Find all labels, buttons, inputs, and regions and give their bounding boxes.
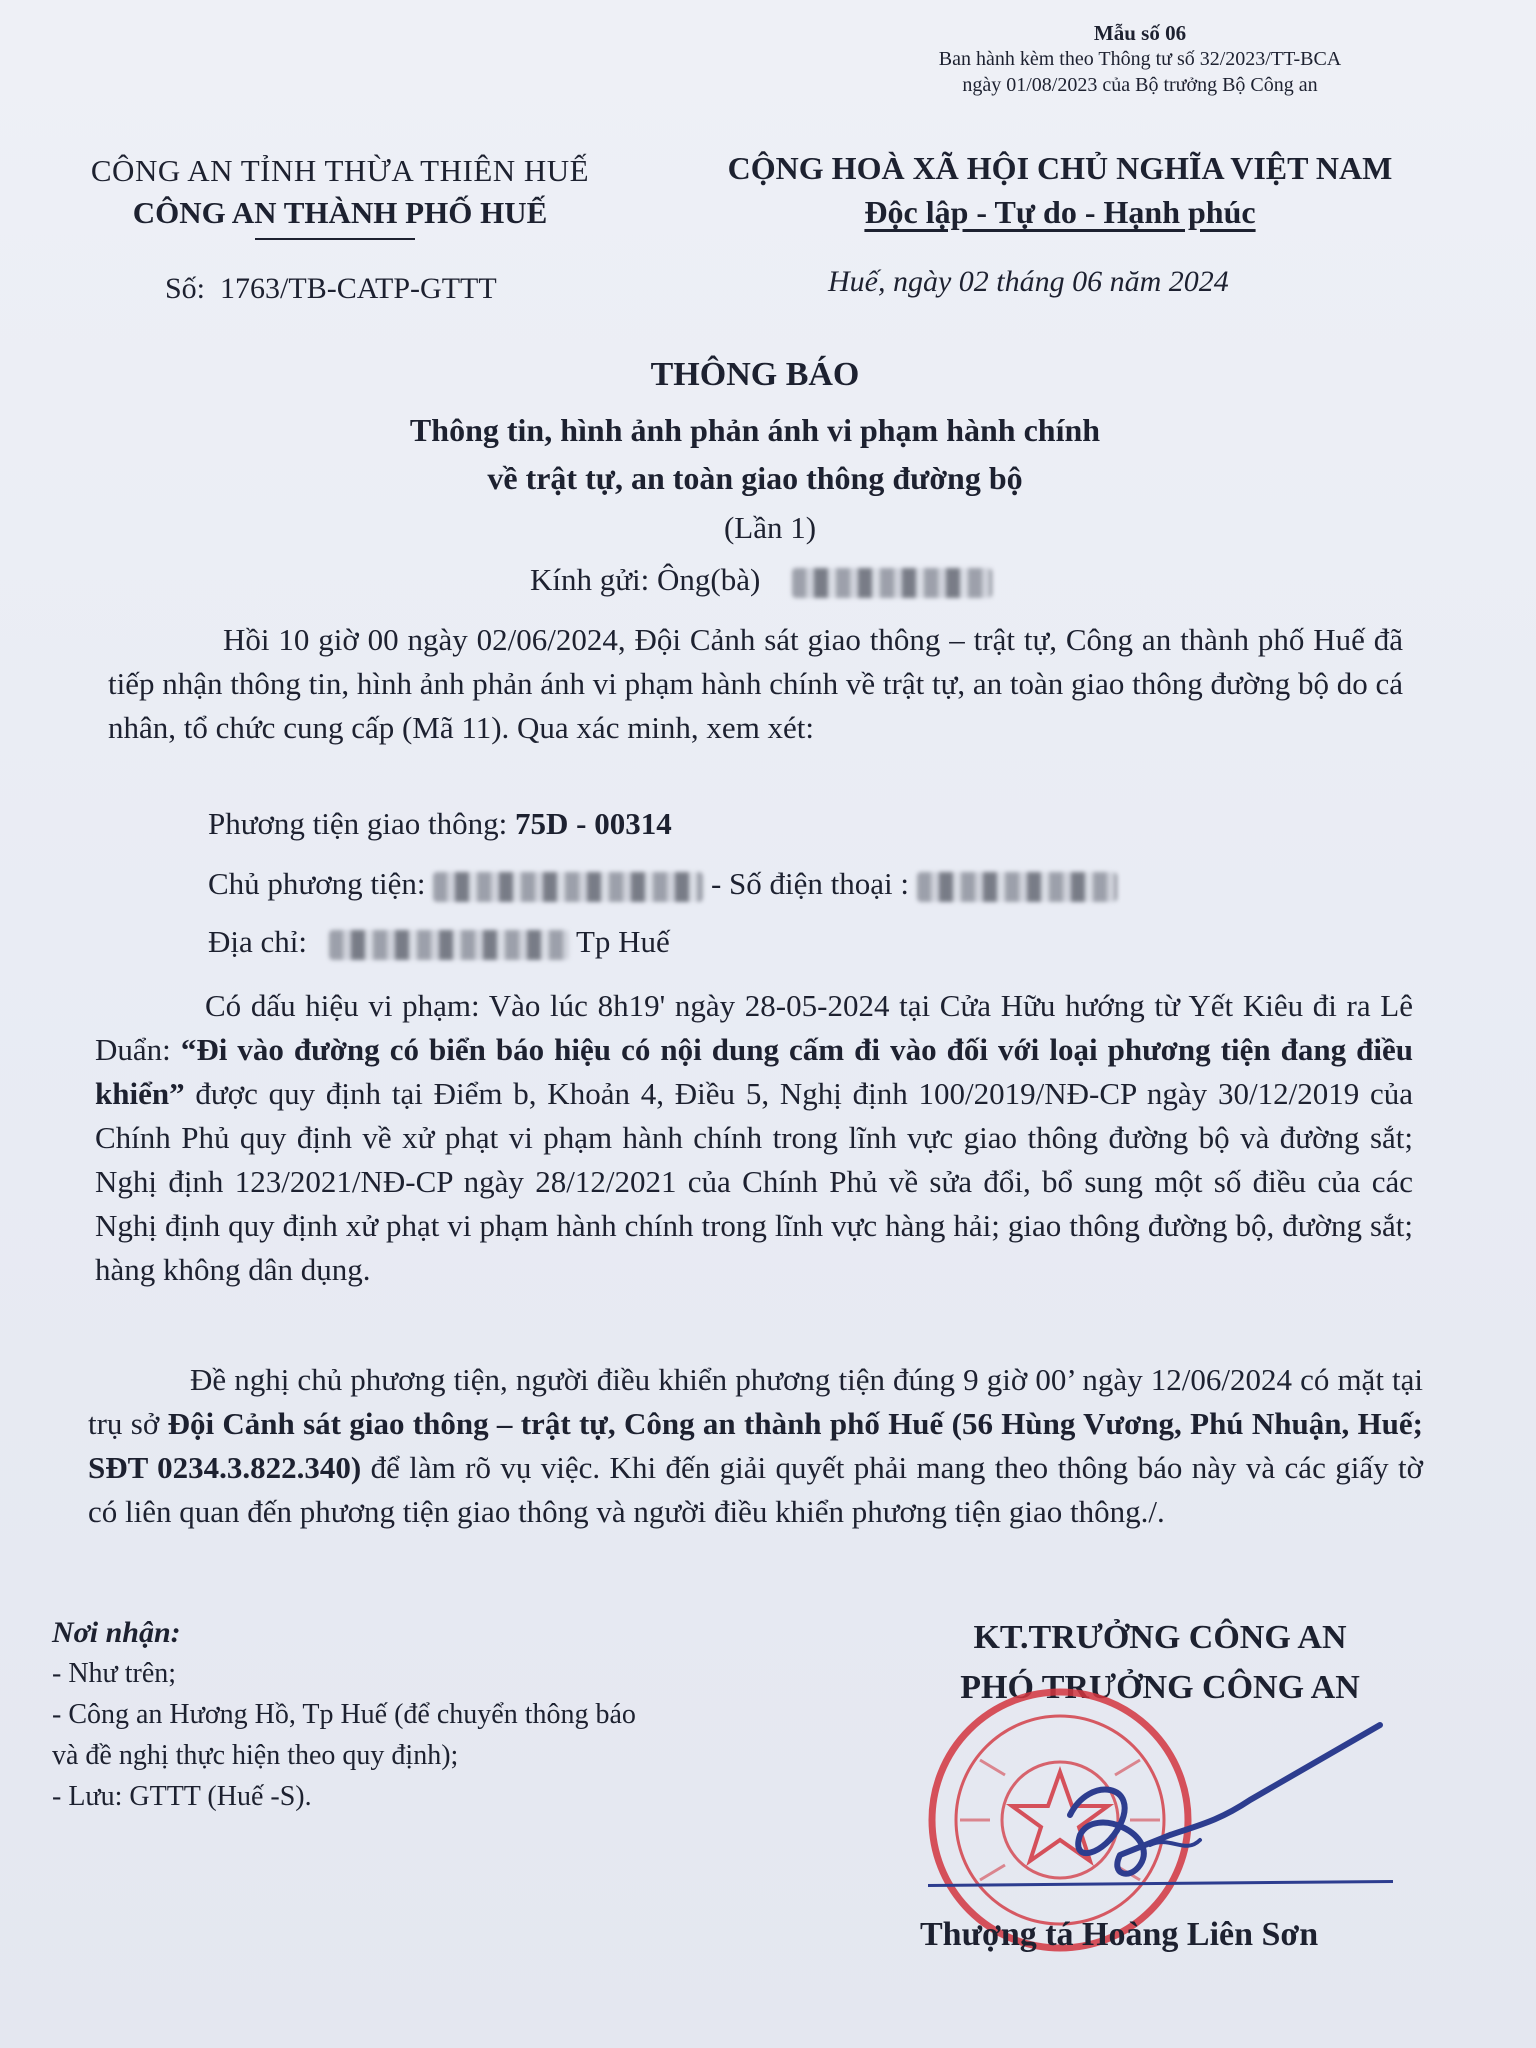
request-text: [88, 1358, 1423, 1534]
violation-paragraph: [95, 984, 1413, 1292]
form-circular: Ban hành kèm theo Thông tư số 32/2023/TT-BCA: [938, 48, 1342, 70]
vehicle-plate: 75D - 00314: [515, 806, 672, 841]
request-rest: để làm rõ vụ việc. Khi đến giải quyết phải mang theo thông báo này và các giấy tờ có liên quan đến phương tiện giao thông và người điều khiển phương tiện giao thông./.: [88, 1450, 1423, 1529]
redacted-address: [329, 930, 569, 960]
recipients-heading: Nơi nhận:: [52, 1616, 181, 1649]
intro-text: Hồi 10 giờ 00 ngày 02/06/2024, Đội Cảnh sát giao thông – trật tự, Công an thành phố Huế đã tiếp nhận thông tin, hình ảnh phản ánh vi phạm hành chính về trật tự, an toàn giao thông đường bộ do cá nhân, tổ chức cung cấp (Mã 11). Qua xác minh, xem xét:: [108, 622, 1403, 745]
form-reference: [880, 20, 1400, 98]
address-city: Tp Huế: [575, 924, 670, 959]
request-lead: Đề nghị chủ phương tiện, người điều khiển phương tiện đúng 9 giờ 00’ ngày 12/06/2024 có mặt tại trụ sở: [88, 1362, 1423, 1441]
vehicle-label: Phương tiện giao thông:: [208, 806, 508, 841]
recipients-block: [52, 1612, 636, 1817]
country-name: CỘNG HOÀ XÃ HỘI CHỦ NGHĨA VIỆT NAM: [727, 150, 1393, 186]
addressee: [530, 562, 992, 598]
addressee-label: Kính gửi: Ông(bà): [530, 562, 761, 597]
national-motto: Độc lập - Tự do - Hạnh phúc: [864, 194, 1256, 230]
document-subtitle: [0, 406, 1510, 502]
vehicle-row: [208, 806, 672, 842]
owner-row: [208, 866, 1117, 902]
document-number: [165, 272, 497, 306]
address-label: Địa chỉ:: [208, 924, 307, 959]
owner-label: Chủ phương tiện:: [208, 866, 426, 901]
issuing-agency: [60, 150, 620, 234]
form-circular-date: ngày 01/08/2023 của Bộ trưởng Bộ Công an: [962, 74, 1318, 96]
document-title: THÔNG BÁO: [650, 356, 860, 393]
signer-name: Thượng tá Hoàng Liên Sơn: [920, 1916, 1319, 1953]
redacted-phone: [917, 872, 1117, 902]
violation-text: [95, 984, 1413, 1292]
phone-label: - Số điện thoại :: [710, 866, 910, 901]
recipient-item: - Lưu: GTTT (Huế -S).: [52, 1781, 312, 1812]
request-office: Đội Cảnh sát giao thông – trật tự, Công an thành phố Huế (56 Hùng Vương, Phú Nhuận, Huế; SĐT 0234.3.822.340): [88, 1406, 1424, 1485]
address-row: [208, 924, 670, 960]
signer-authority: KT.TRƯỞNG CÔNG AN: [973, 1619, 1347, 1656]
violation-legal-basis: được quy định tại Điểm b, Khoản 4, Điều 5, Nghị định 100/2019/NĐ-CP ngày 30/12/2019 của Chính Phủ quy định về xử phạt vi phạm hành chính trong lĩnh vực giao thông đường bộ và đường sắt; Nghị định 123/2021/NĐ-CP ngày 28/12/2021 của Chính Phủ về sửa đổi, bổ sung một số điều của các Nghị định quy định xử phạt vi phạm hành chính trong lĩnh vực hàng hải; giao thông đường bộ, đường sắt; hàng không dân dụng.: [95, 1076, 1413, 1287]
doc-number-label: Số:: [165, 272, 206, 305]
doc-number-value: 1763/TB-CATP-GTTT: [220, 272, 497, 305]
national-header: [680, 146, 1440, 234]
recipient-item: - Công an Hương Hồ, Tp Huế (để chuyển thông báo: [52, 1699, 636, 1730]
redacted-name: [792, 568, 992, 598]
redacted-owner: [433, 872, 703, 902]
notice-round: (Lần 1): [723, 510, 817, 545]
signer-position: PHÓ TRƯỞNG CÔNG AN: [960, 1669, 1360, 1706]
violation-quote: “Đi vào đường có biển báo hiệu có nội dung cấm đi vào đối với loại phương tiện đang điều khiển”: [95, 1032, 1413, 1111]
recipient-item: - Như trên;: [52, 1658, 177, 1689]
recipient-item: và đề nghị thực hiện theo quy định);: [52, 1740, 459, 1771]
subtitle-line-1: Thông tin, hình ảnh phản ánh vi phạm hành chính: [409, 412, 1101, 448]
intro-paragraph: [108, 618, 1403, 750]
agency-province: CÔNG AN TỈNH THỪA THIÊN HUẾ: [90, 153, 590, 188]
subtitle-line-2: về trật tự, an toàn giao thông đường bộ: [487, 460, 1023, 496]
form-number: Mẫu số 06: [1093, 21, 1187, 45]
agency-underline: [255, 238, 415, 240]
document-date: Huế, ngày 02 tháng 06 năm 2024: [828, 265, 1229, 298]
violation-lead: Có dấu hiệu vi phạm: Vào lúc 8h19' ngày 28-05-2024 tại Cửa Hữu hướng từ Yết Kiêu đi ra Lê Duẩn:: [95, 988, 1413, 1067]
agency-city: CÔNG AN THÀNH PHỐ HUẾ: [132, 195, 548, 230]
request-paragraph: [88, 1358, 1423, 1534]
